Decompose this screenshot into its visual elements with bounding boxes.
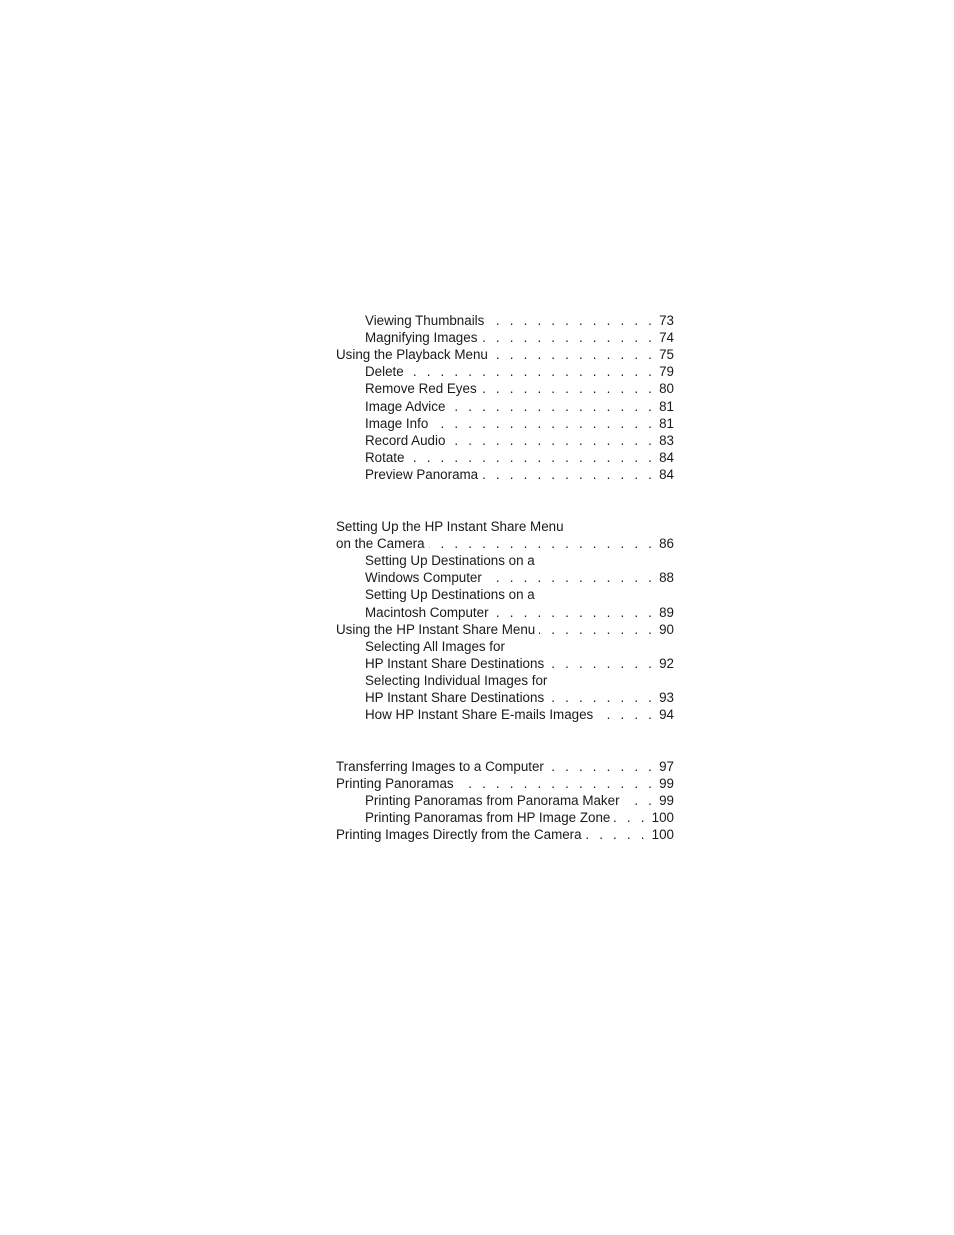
toc-entry-title: on the Camera (336, 536, 425, 552)
toc-entry[interactable] (336, 535, 674, 552)
dot-leader (432, 415, 655, 432)
toc-entry-page-number: 84 (659, 449, 674, 465)
toc-entry-page-number: 92 (659, 655, 674, 671)
dot-leader (481, 380, 655, 397)
toc-entry-page-number: 81 (659, 415, 674, 431)
toc-entry-page-number: 79 (659, 364, 674, 380)
toc-section-1 (336, 312, 674, 483)
dot-leader (624, 792, 656, 809)
toc-entry-title: HP Instant Share Destinations (365, 690, 545, 706)
toc-entry-title: Image Advice (365, 398, 446, 414)
toc-entry[interactable] (336, 518, 674, 535)
toc-entry[interactable] (336, 689, 674, 706)
dot-leader (614, 809, 647, 826)
toc-entry[interactable] (336, 449, 674, 466)
dot-leader (597, 706, 655, 723)
toc-entry-title: Record Audio (365, 432, 446, 448)
toc-entry-title: Delete (365, 364, 404, 380)
toc-entry-title: Using the Playback Menu (336, 347, 488, 363)
toc-entry-title: Windows Computer (365, 570, 482, 586)
toc-entry[interactable] (336, 312, 674, 329)
toc-entry-page-number: 93 (659, 690, 674, 706)
dot-leader (408, 363, 655, 380)
toc-entry-page-number: 99 (659, 776, 674, 792)
toc-section-2 (336, 518, 674, 723)
toc-entry-page-number: 83 (659, 432, 674, 448)
dot-leader (408, 449, 655, 466)
toc-entry-title: Printing Panoramas from HP Image Zone (365, 810, 611, 826)
toc-entry-page-number: 97 (659, 759, 674, 775)
toc-entry[interactable] (336, 792, 674, 809)
toc-entry-page-number: 84 (659, 466, 674, 482)
toc-entry[interactable] (336, 603, 674, 620)
toc-entry-page-number: 81 (659, 398, 674, 414)
dot-leader (449, 398, 655, 415)
toc-entry-title: Preview Panorama (365, 466, 479, 482)
toc-entry[interactable] (336, 706, 674, 723)
dot-leader (539, 621, 655, 638)
dot-leader (486, 569, 655, 586)
dot-leader (429, 535, 656, 552)
toc-entry-title: Printing Images Directly from the Camera (336, 827, 582, 843)
dot-leader (488, 312, 655, 329)
toc-entry-page-number: 74 (659, 330, 674, 346)
toc-entry-page-number: 99 (659, 793, 674, 809)
toc-entry[interactable] (336, 655, 674, 672)
toc-entry-title: Printing Panoramas (336, 776, 454, 792)
toc-entry-page-number: 75 (659, 347, 674, 363)
toc-entry[interactable] (336, 466, 674, 483)
toc-entry[interactable] (336, 569, 674, 586)
dot-leader (586, 826, 648, 843)
toc-entry[interactable] (336, 552, 674, 569)
toc-entry[interactable] (336, 397, 674, 414)
toc-entry-title: Transferring Images to a Computer (336, 759, 544, 775)
toc-entry-page-number: 86 (659, 536, 674, 552)
toc-entry[interactable] (336, 621, 674, 638)
dot-leader (449, 432, 655, 449)
dot-leader (548, 689, 655, 706)
toc-entry-title: How HP Instant Share E-mails Images (365, 707, 594, 723)
toc-entry-page-number: 90 (659, 621, 674, 637)
toc-entry-title: Selecting All Images for (365, 638, 505, 654)
toc-entry-title: Magnifying Images (365, 330, 478, 346)
toc-entry[interactable] (336, 809, 674, 826)
toc-entry-title: Setting Up Destinations on a (365, 587, 535, 603)
dot-leader (548, 758, 655, 775)
toc-entry-title: Rotate (365, 449, 405, 465)
toc-entry-page-number: 94 (659, 707, 674, 723)
toc-entry-page-number: 100 (651, 827, 674, 843)
toc-entry[interactable] (336, 775, 674, 792)
toc-entry[interactable] (336, 346, 674, 363)
toc-entry[interactable] (336, 638, 674, 655)
dot-leader (493, 604, 656, 621)
toc-entry-title: Viewing Thumbnails (365, 313, 485, 329)
toc-entry-title: Setting Up the HP Instant Share Menu (336, 519, 564, 535)
toc-entry[interactable] (336, 363, 674, 380)
toc-entry[interactable] (336, 672, 674, 689)
toc-entry-page-number: 100 (651, 810, 674, 826)
toc-entry[interactable] (336, 432, 674, 449)
toc-entry-title: Macintosh Computer (365, 604, 489, 620)
toc-entry-title: HP Instant Share Destinations (365, 655, 545, 671)
toc-entry-title: Printing Panoramas from Panorama Maker (365, 793, 620, 809)
toc-section-3 (336, 758, 674, 843)
toc-entry-page-number: 80 (659, 381, 674, 397)
toc-entry[interactable] (336, 758, 674, 775)
toc-entry[interactable] (336, 586, 674, 603)
toc-entry-page-number: 89 (659, 604, 674, 620)
dot-leader (492, 346, 655, 363)
dot-leader (548, 655, 655, 672)
toc-entry-title: Remove Red Eyes (365, 381, 477, 397)
dot-leader (481, 329, 655, 346)
toc-entry[interactable] (336, 826, 674, 843)
toc-entry[interactable] (336, 415, 674, 432)
toc-entry-page-number: 73 (659, 313, 674, 329)
toc-entry-title: Image Info (365, 415, 429, 431)
toc-entry[interactable] (336, 380, 674, 397)
toc-entry-title: Using the HP Instant Share Menu (336, 621, 536, 637)
toc-entry-title: Setting Up Destinations on a (365, 553, 535, 569)
toc-entry[interactable] (336, 329, 674, 346)
toc-entry-title: Selecting Individual Images for (365, 672, 548, 688)
dot-leader (482, 466, 655, 483)
toc-entry-page-number: 88 (659, 570, 674, 586)
dot-leader (458, 775, 655, 792)
